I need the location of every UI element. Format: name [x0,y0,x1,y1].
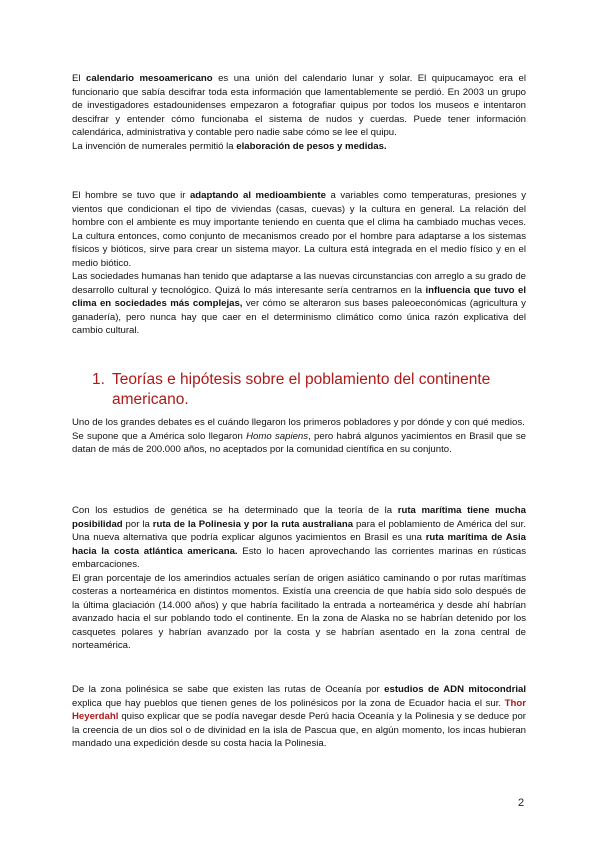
paragraph-calendario: El calendario mesoamericano es una unión del calendario lunar y solar. El quipucamayoc era el funcionario que sabía descifrar toda esta información que lamentablemente se perdió. En 2003 un grupo de investigadores estadounidenses empezaron a fotografiar quipus por todos los museos e intentaron descifrar y entender cómo funcionaba el sistema de nudos y cuerdas. Puede tener información calendárica, administrativa y contable pero nadie sabe cómo se lee el quipu. [72,73,526,138]
paragraph-numerales: La invención de numerales permitió la elaboración de pesos y medidas. [72,140,387,152]
paragraph-homo-sapiens: Se supone que a América solo llegaron Homo sapiens, pero habrá algunos yacimientos en Brasil que se datan de más de 200.000 años, no aceptados por la comunidad científica en su conjunto. [72,430,526,455]
heading-number: 1. [92,371,105,388]
bold-term: influencia que tuvo el clima en sociedades más complejas, [72,284,526,309]
paragraph-group-calendar [72,72,526,153]
italic-term: Homo sapiens [246,430,309,442]
bold-term: ruta marítima tiene mucha posibilidad [72,505,526,530]
highlighted-name: Thor Heyerdahl [72,697,526,722]
paragraph-group-polynesia [72,683,526,751]
paragraph-genetica: Con los estudios de genética se ha determinado que la teoría de la ruta marítima tiene mucha posibilidad por la ruta de la Polinesia y por la ruta australiana para el poblamiento de América del sur. Una nueva alternativa que podría explicar algunos yacimientos en Brasil es una ruta marítima de Asia hacia la costa atlántica americana. Esto lo hacen aprovechando las corrientes marinas en rústicas embarcaciones. [72,505,526,570]
bold-term: ruta de la Polinesia y por la ruta australiana [152,518,354,530]
paragraph-group-debates [72,416,526,457]
paragraph-group-environment [72,189,526,338]
paragraph-debates: Uno de los grandes debates es el cuándo llegaron los primeros pobladores y por dónde y con qué medios. [72,417,525,428]
paragraph-sociedades: Las sociedades humanas han tenido que adaptarse a las nuevas circunstancias con arreglo a su grado de desarrollo cultural y tecnológico. Quizá lo más interesante sería centrarnos en la influencia que tuvo el clima en sociedades más complejas, ver cómo se alteraron sus bases paleoeconómicas (agricultura y ganadería), pero nunca hay que caer en el determinismo climático como única razón explicativa del cambio cultural. [72,271,526,336]
bold-term: calendario mesoamericano [86,73,213,84]
section-heading [92,370,532,410]
bold-term: ruta marítima de Asia hacia la costa atlántica americana. [72,532,526,557]
bold-term: adaptando al medioambiente [189,190,326,201]
bold-term: estudios de ADN mitocondrial [384,684,526,695]
paragraph-group-genetics [72,504,526,653]
page-number: 2 [518,797,525,809]
paragraph-polinesia: De la zona polinésica se sabe que existen las rutas de Oceanía por estudios de ADN mitocondrial explica que hay pueblos que tienen genes de los polinésicos por la zona de Ecuador hacia el sur. Thor Heyerdahl quiso explicar que se podía navegar desde Perú hacia Oceanía y la Polinesia y se deduce por la creencia de un dios sol o de divinidad en la isla de Pascua que, en algún momento, los incas hubieran mandado una expedición desde su costa hacia la Polinesia. [72,684,526,749]
heading-line-2: americano. [112,391,189,408]
paragraph-amerindios: El gran porcentaje de los amerindios actuales serían de origen asiático caminando o por rutas marítimas costeras a norteamérica en distintos momentos. Existía una creencia de que había sido solo después de la última glaciación (14.000 años) y que habría facilitado la entrada a norteamérica y desde ahí habrían avanzado hacia el sur poblando todo el continente. En la zona de Alaska no se habrían detenido por los casquetes polares y habrían avanzado por la costa y se habrían asentado en la zona central de norteamérica. [72,572,526,651]
heading-line-1: Teorías e hipótesis sobre el poblamiento del continente [112,371,491,388]
bold-term: elaboración de pesos y medidas. [236,140,387,152]
paragraph-medioambiente: El hombre se tuvo que ir adaptando al medioambiente a variables como temperaturas, presiones y vientos que condicionan el tipo de viviendas (casas, cuevas) y la cultura en general. La relación del hombre con el ambiente es muy importante teniendo en cuenta que el clima ha cambiado muchas veces. La cultura entonces, como conjunto de mecanismos creado por el hombre para adaptarse a los sistemas físicos y bióticos, sirve para crear un sistema mayor. La cultura está integrada en el medio físico y en el medio biótico. [72,190,526,269]
